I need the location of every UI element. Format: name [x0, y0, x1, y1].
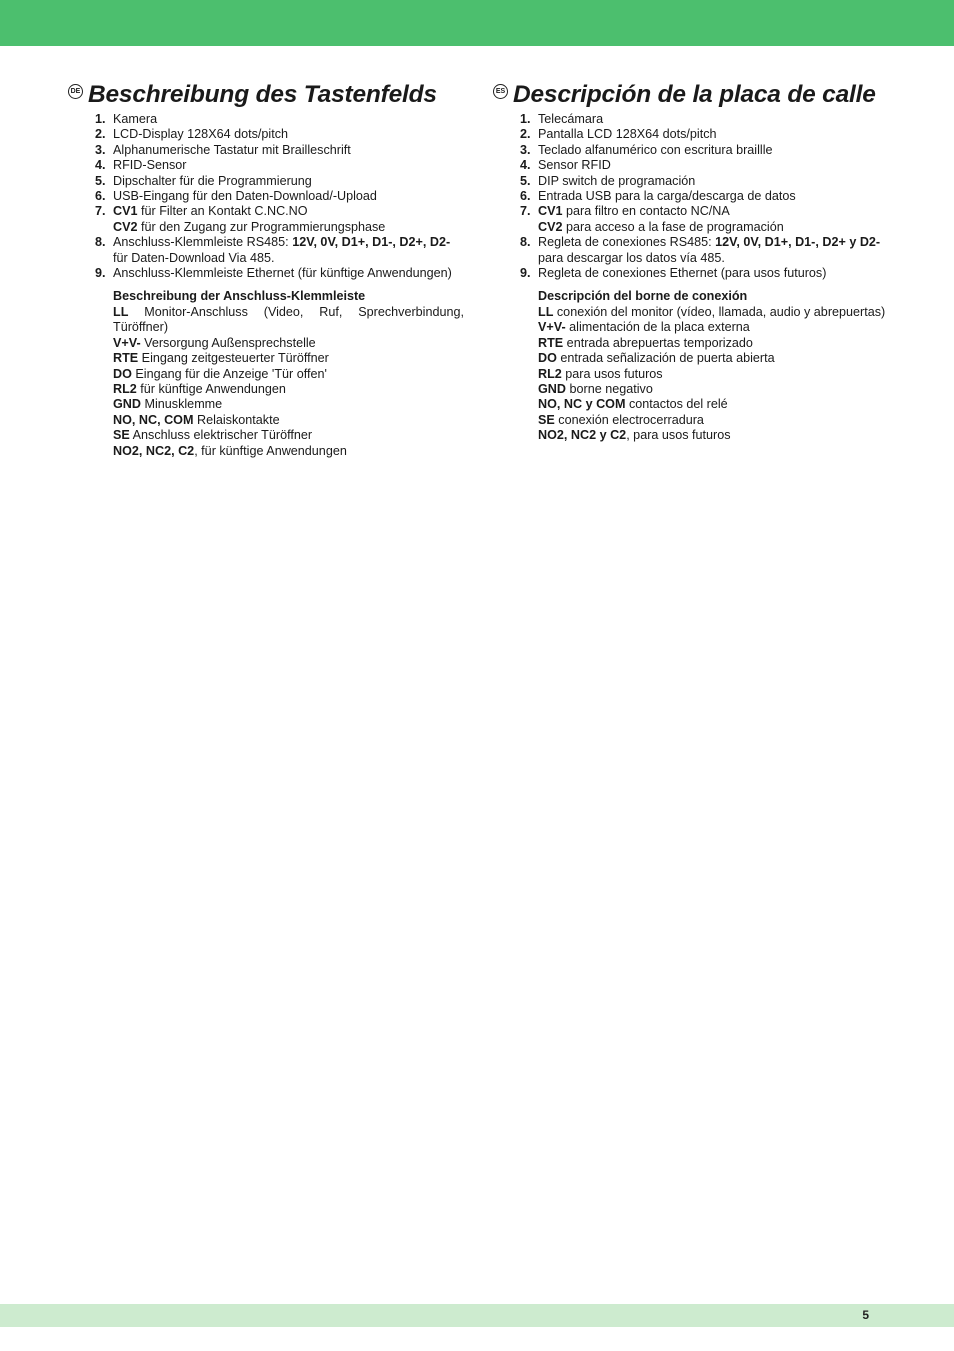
list-item: 6. Entrada USB para la carga/descarga de datos	[520, 189, 796, 204]
list-item: 3. Alphanumerische Tastatur mit Brailleschrift	[95, 142, 351, 157]
terminal-row: RTE Eingang zeitgesteuerter Türöffner	[113, 351, 329, 366]
terminal-row: NO2, NC2, C2, für künftige Anwendungen	[113, 443, 347, 458]
list-item: 7. CV1 für Filter an Kontakt C.NC.NO CV2 für den Zugang zur Programmierungsphase	[95, 204, 386, 234]
header-band	[0, 0, 954, 46]
list-item: 6. USB-Eingang für den Daten-Download/-Upload	[95, 189, 377, 204]
page-number: 5	[862, 1308, 869, 1322]
language-badge-es: ES	[493, 84, 508, 99]
footer-band	[0, 1304, 954, 1327]
terminal-row: DO entrada señalización de puerta abierta	[538, 351, 775, 366]
component-list-es	[493, 112, 893, 281]
list-item: 4. RFID-Sensor	[95, 158, 187, 173]
terminal-row: NO, NC y COM contactos del relé	[538, 397, 728, 412]
list-item: 1. Telecámara	[520, 112, 604, 126]
terminal-row: RL2 für künftige Anwendungen	[113, 381, 286, 396]
terminal-description-de	[68, 289, 464, 458]
language-badge-de: DE	[68, 84, 83, 99]
terminal-description-es	[493, 289, 893, 443]
list-item: 5. Dipschalter für die Programmierung	[95, 173, 312, 188]
column-german	[68, 78, 464, 459]
terminal-row: SE conexión electrocerradura	[538, 412, 704, 427]
terminal-section-title-es: Descripción del borne de conexión	[538, 289, 748, 304]
list-item: 2. Pantalla LCD 128X64 dots/pitch	[520, 127, 717, 142]
terminal-row: V+V- Versorgung Außensprechstelle	[113, 335, 316, 350]
heading-german	[68, 78, 464, 112]
column-spanish	[493, 78, 893, 444]
terminal-row: SE Anschluss elektrischer Türöffner	[113, 428, 313, 443]
component-list-de	[68, 112, 464, 281]
list-item: 7. CV1 para filtro en contacto NC/NA CV2 para acceso a la fase de programación	[520, 204, 784, 234]
list-item: 9. Anschluss-Klemmleiste Ethernet (für künftige Anwendungen)	[95, 266, 452, 281]
terminal-row: NO2, NC2 y C2, para usos futuros	[538, 428, 731, 443]
terminal-section-title-de: Beschreibung der Anschluss-Klemmleiste	[113, 289, 366, 304]
terminal-row: RL2 para usos futuros	[538, 366, 663, 381]
list-item: 2. LCD-Display 128X64 dots/pitch	[95, 127, 289, 142]
list-item: 8. Anschluss-Klemmleiste RS485: 12V, 0V, D1+, D1-, D2+, D2- für Daten-Download Via 485.	[95, 235, 451, 265]
terminal-row: Türöffner)	[113, 320, 169, 335]
terminal-row: RTE entrada abrepuertas temporizado	[538, 335, 753, 350]
section-title-es: Descripción de la placa de calle	[513, 81, 876, 108]
terminal-row: GND borne negativo	[538, 381, 653, 396]
terminal-row: GND Minusklemme	[113, 397, 223, 412]
terminal-row: LL Monitor-Anschluss (Video, Ruf, Sprechverbindung,	[113, 304, 465, 319]
list-item: 5. DIP switch de programación	[520, 173, 696, 188]
list-item: 3. Teclado alfanumérico con escritura braillle	[520, 142, 773, 157]
terminal-row: LL conexión del monitor (vídeo, llamada, audio y abrepuertas)	[538, 304, 886, 319]
terminal-row: NO, NC, COM Relaiskontakte	[113, 412, 280, 427]
terminal-row: V+V- alimentación de la placa externa	[538, 320, 750, 335]
heading-spanish	[493, 78, 893, 112]
list-item: 8. Regleta de conexiones RS485: 12V, 0V, D1+, D1-, D2+ y D2- para descargar los datos vía 485.	[520, 235, 881, 265]
section-title-de: Beschreibung des Tastenfelds	[88, 81, 437, 108]
list-item: 4. Sensor RFID	[520, 158, 611, 173]
list-item: 1. Kamera	[95, 112, 158, 126]
terminal-row: DO Eingang für die Anzeige 'Tür offen'	[113, 366, 327, 381]
list-item: 9. Regleta de conexiones Ethernet (para usos futuros)	[520, 266, 827, 281]
